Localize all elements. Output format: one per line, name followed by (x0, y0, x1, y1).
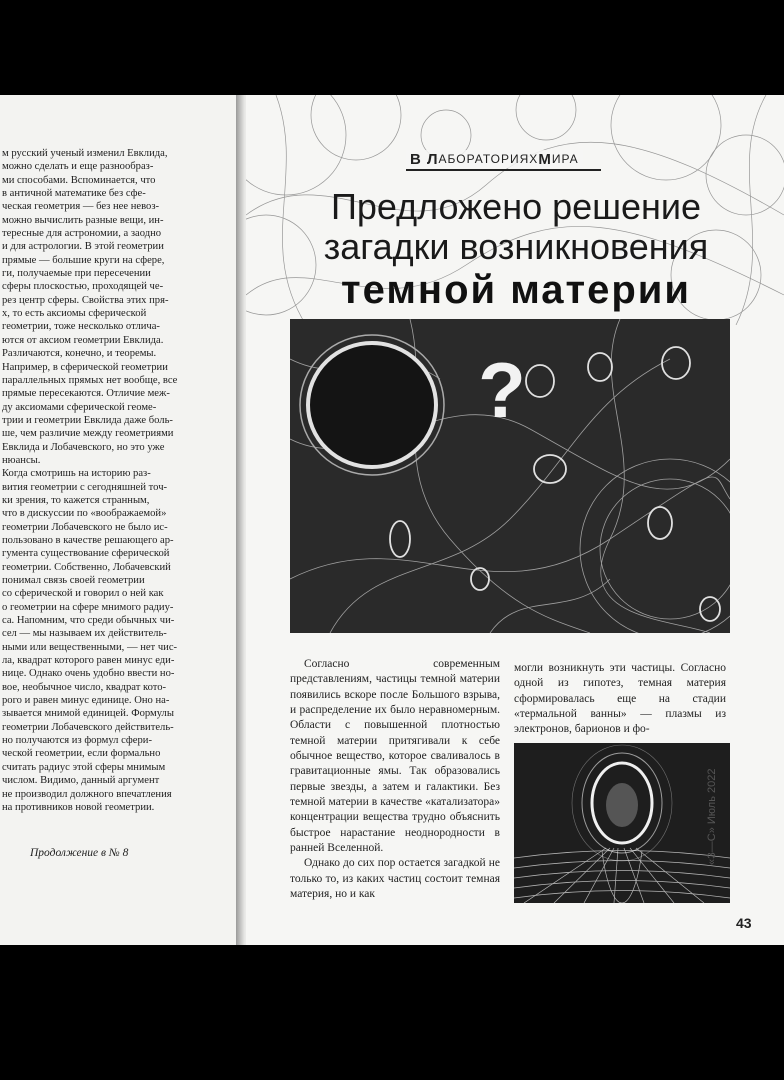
left-text-line: можно вычислить разные вещи, ин- (2, 214, 164, 226)
title-line-1: Предложено решение (330, 186, 702, 227)
left-text-line: зывается мнимой единицей. Формулы (2, 708, 174, 720)
left-text-line: можно сделать и еще разнообраз- (2, 161, 154, 173)
left-text-line: что в дискуссии по «воображаемой» (2, 508, 167, 520)
section-header-text-1: АБОРАТОРИЯХ (438, 152, 539, 166)
paragraph-2: Однако до сих пор остается загадкой не только то, из каких частиц состоит темная материя, но и как (290, 857, 500, 901)
left-text-line: ными или вещественными, — нет чис- (2, 641, 178, 653)
title-line-3: темной материи (341, 268, 691, 312)
left-text-line: нице. Однако очень удобно ввести но- (2, 668, 175, 680)
left-text-line: са. Напомним, что среди обычных чи- (2, 615, 175, 627)
left-text-line: и для астрологии. В этой геометрии (2, 241, 164, 253)
left-text-line: Различаются, конечно, и теоремы. (2, 348, 157, 360)
left-text-line: пользовано в качестве решающего ар- (2, 534, 174, 546)
left-text-line: ги, получаемые при пересечении (2, 268, 151, 280)
wormhole-grid-illustration (514, 743, 730, 903)
paragraph-1: Согласно современным представлениям, частицы темной материи появились вскоре после Большого взрыва, и распределение их было неравномерным. Области с повышенной плотностью темной материи притягивали к себе обычное вещество, которое сваливалось в гравитационные ямы. Так образовались первые звезды, а затем и галактики. Без темной материи в качестве «катализатора» концентрации вещества трудно объяснить быстрое нарастание неоднородности в ранней Вселенной. (290, 658, 500, 855)
section-header (406, 150, 583, 168)
left-text-line: понимал связь своей геометрии (2, 575, 145, 586)
article-title (266, 187, 766, 313)
paragraph-3: могли возникнуть эти частицы. Согласно одной из гипотез, темная материя сформировалась еще на стадии «термальной ванны» — плазмы из электронов, барионов и фо- (514, 662, 726, 736)
page-number: 43 (736, 915, 752, 931)
right-page (246, 95, 784, 945)
title-line-2: загадки возникновения (323, 226, 709, 267)
left-text-line: рого и равен минус единице. Оно на- (2, 695, 170, 707)
left-text-line: вития геометрии с сегодняшней точ- (2, 481, 168, 493)
continuation-note: Продолжение в № 8 (30, 847, 129, 859)
left-text-line: нюансы. (2, 454, 41, 466)
left-text-line: не производил должного впечатления (2, 788, 172, 800)
section-header-cap-1: В Л (410, 150, 439, 168)
left-text-line: Когда смотришь на историю раз- (2, 468, 151, 480)
left-text-line: гумента существование сферической (2, 548, 170, 560)
article-column-1 (290, 657, 500, 903)
left-text-line: трии и геометрии Евклида даже боль- (2, 414, 173, 426)
issue-label: «З—С» Июль 2022 (706, 768, 718, 865)
section-header-text-2: ИРА (551, 152, 579, 166)
question-mark: ? (478, 346, 526, 434)
left-text-line: но получаются из формул сфери- (2, 735, 152, 747)
left-text-line: о геометрии на сфере мнимого радиу- (2, 601, 174, 613)
left-article-column (2, 147, 228, 814)
left-text-line: в античной математике без сфе- (2, 188, 146, 200)
left-text-line: геометрии Лобачевского не было ис- (2, 521, 168, 533)
left-text-line: ше, чем различие между геометриями (2, 428, 174, 440)
left-text-line: ческая геометрия — без нее невоз- (2, 201, 160, 213)
left-page (0, 95, 238, 945)
left-text-line: рез центр сферы. Свойства этих пря- (2, 294, 169, 306)
left-text-line: параллельных прямых нет вообще, все (2, 374, 178, 386)
left-text-line: геометрии Лобачевского действитель- (2, 721, 174, 733)
left-text-line: Евклида и Лобачевского, но это уже (2, 441, 165, 453)
left-text-line: тересные для астрономии, а заодно (2, 228, 162, 240)
left-text-line: вое, необычное число, квадрат кото- (2, 681, 167, 693)
section-rule (406, 169, 601, 171)
left-text-line: прямые пересекаются. Отличие меж- (2, 388, 170, 400)
left-text-line: х, то есть аксиомы сферической (2, 308, 147, 320)
left-text-line: ду аксиомами сферической геоме- (2, 401, 157, 413)
left-text-line: считать радиус этой сферы мнимым (2, 761, 166, 773)
left-text-line: ми способами. Вспоминается, что (2, 174, 156, 186)
left-text-line: Например, в сферической геометрии (2, 361, 168, 373)
left-text-line: геометрии. Собственно, Лобачевский (2, 561, 171, 573)
dark-matter-illustration (290, 319, 730, 633)
left-text-line: сел — мы называем их действитель- (2, 628, 167, 640)
left-text-line: ческой геометрии, если формально (2, 748, 161, 760)
left-text-line: ла, квадрат которого равен минус еди- (2, 655, 175, 667)
article-column-2 (514, 661, 726, 738)
left-text-line: м русский ученый изменил Евклида, (2, 148, 168, 159)
left-text-line: прямые — большие круги на сфере, (2, 254, 165, 266)
left-text-line: ки зрения, то кажется странным, (2, 494, 150, 506)
left-text-line: сферы плоскостью, проходящей че- (2, 281, 164, 293)
section-header-cap-2: М (538, 150, 552, 168)
left-text-line: ются от аксиом геометрии Евклида. (2, 334, 164, 346)
left-text-line: на противников новой геометрии. (2, 801, 155, 813)
left-text-line: геометрии, тоже несколько отлича- (2, 321, 160, 333)
left-text-line: числом. Видимо, данный аргумент (2, 775, 160, 787)
left-text-line: со сферической и говорил о ней как (2, 588, 164, 600)
